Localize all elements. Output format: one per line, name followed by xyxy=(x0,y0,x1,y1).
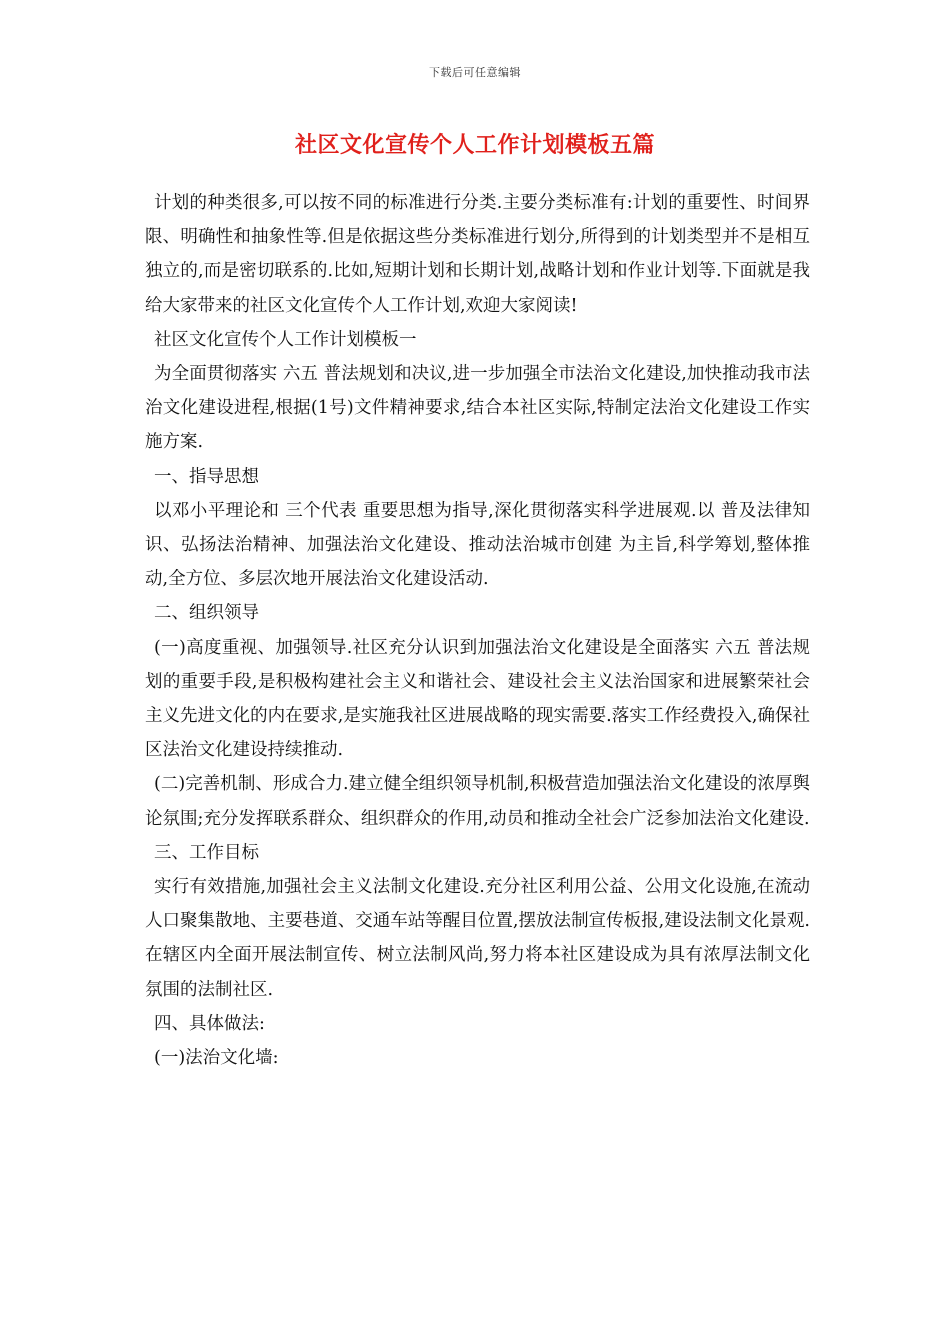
body-paragraph: (二)完善机制、形成合力.建立健全组织领导机制,积极营造加强法治文化建设的浓厚舆论氛围;充分发挥联系群众、组织群众的作用,动员和推动全社会广泛参加法治文化建设. xyxy=(145,774,810,829)
body-paragraph: 以邓小平理论和 三个代表 重要思想为指导,深化贯彻落实科学进展观.以 普及法律知识、弘扬法治精神、加强法治文化建设、推动法治城市创建 为主旨,科学筹划,整体推动,全方位、多层次地开展法治文化建设活动. xyxy=(145,500,810,590)
intro-paragraph: 计划的种类很多,可以按不同的标准进行分类.主要分类标准有:计划的重要性、时间界限、明确性和抽象性等.但是依据这些分类标准进行划分,所得到的计划类型并不是相互独立的,而是密切联系的.比如,短期计划和长期计划,战略计划和作业计划等.下面就是我给大家带来的社区文化宣传个人工作计划,欢迎大家阅读! xyxy=(145,193,810,316)
body-paragraph: 实行有效措施,加强社会主义法制文化建设.充分社区利用公益、公用文化设施,在流动人口聚集散地、主要巷道、交通车站等醒目位置,摆放法制宣传板报,建设法制文化景观.在辖区内全面开展法制宣传、树立法制风尚,努力将本社区建设成为具有浓厚法制文化氛围的法制社区. xyxy=(145,877,810,1000)
document-body xyxy=(145,186,810,1075)
body-paragraph: 为全面贯彻落实 六五 普法规划和决议,进一步加强全市法治文化建设,加快推动我市法治文化建设进程,根据(1号)文件精神要求,结合本社区实际,特制定法治文化建设工作实施方案. xyxy=(145,364,810,453)
section-heading-guiding-ideology: 一、指导思想 xyxy=(154,466,259,487)
section-heading-organization: 二、组织领导 xyxy=(154,603,259,624)
section-heading-specific-methods: 四、具体做法: xyxy=(154,1013,265,1034)
body-paragraph: (一)高度重视、加强领导.社区充分认识到加强法治文化建设是全面落实 六五 普法规划的重要手段,是积极构建社会主义和谐社会、建设社会主义法治国家和进展繁荣社会主义先进文化的内在要求,是实施我社区进展战略的现实需要.落实工作经费投入,确保社区法治文化建设持续推动. xyxy=(145,637,810,761)
page-header-note: 下载后可任意编辑 xyxy=(429,66,521,79)
section-heading-template-one: 社区文化宣传个人工作计划模板一 xyxy=(154,329,417,350)
sub-heading-law-culture-wall: (一)法治文化墙: xyxy=(154,1048,279,1069)
document-title: 社区文化宣传个人工作计划模板五篇 xyxy=(294,132,655,158)
section-heading-work-goals: 三、工作目标 xyxy=(154,842,259,863)
